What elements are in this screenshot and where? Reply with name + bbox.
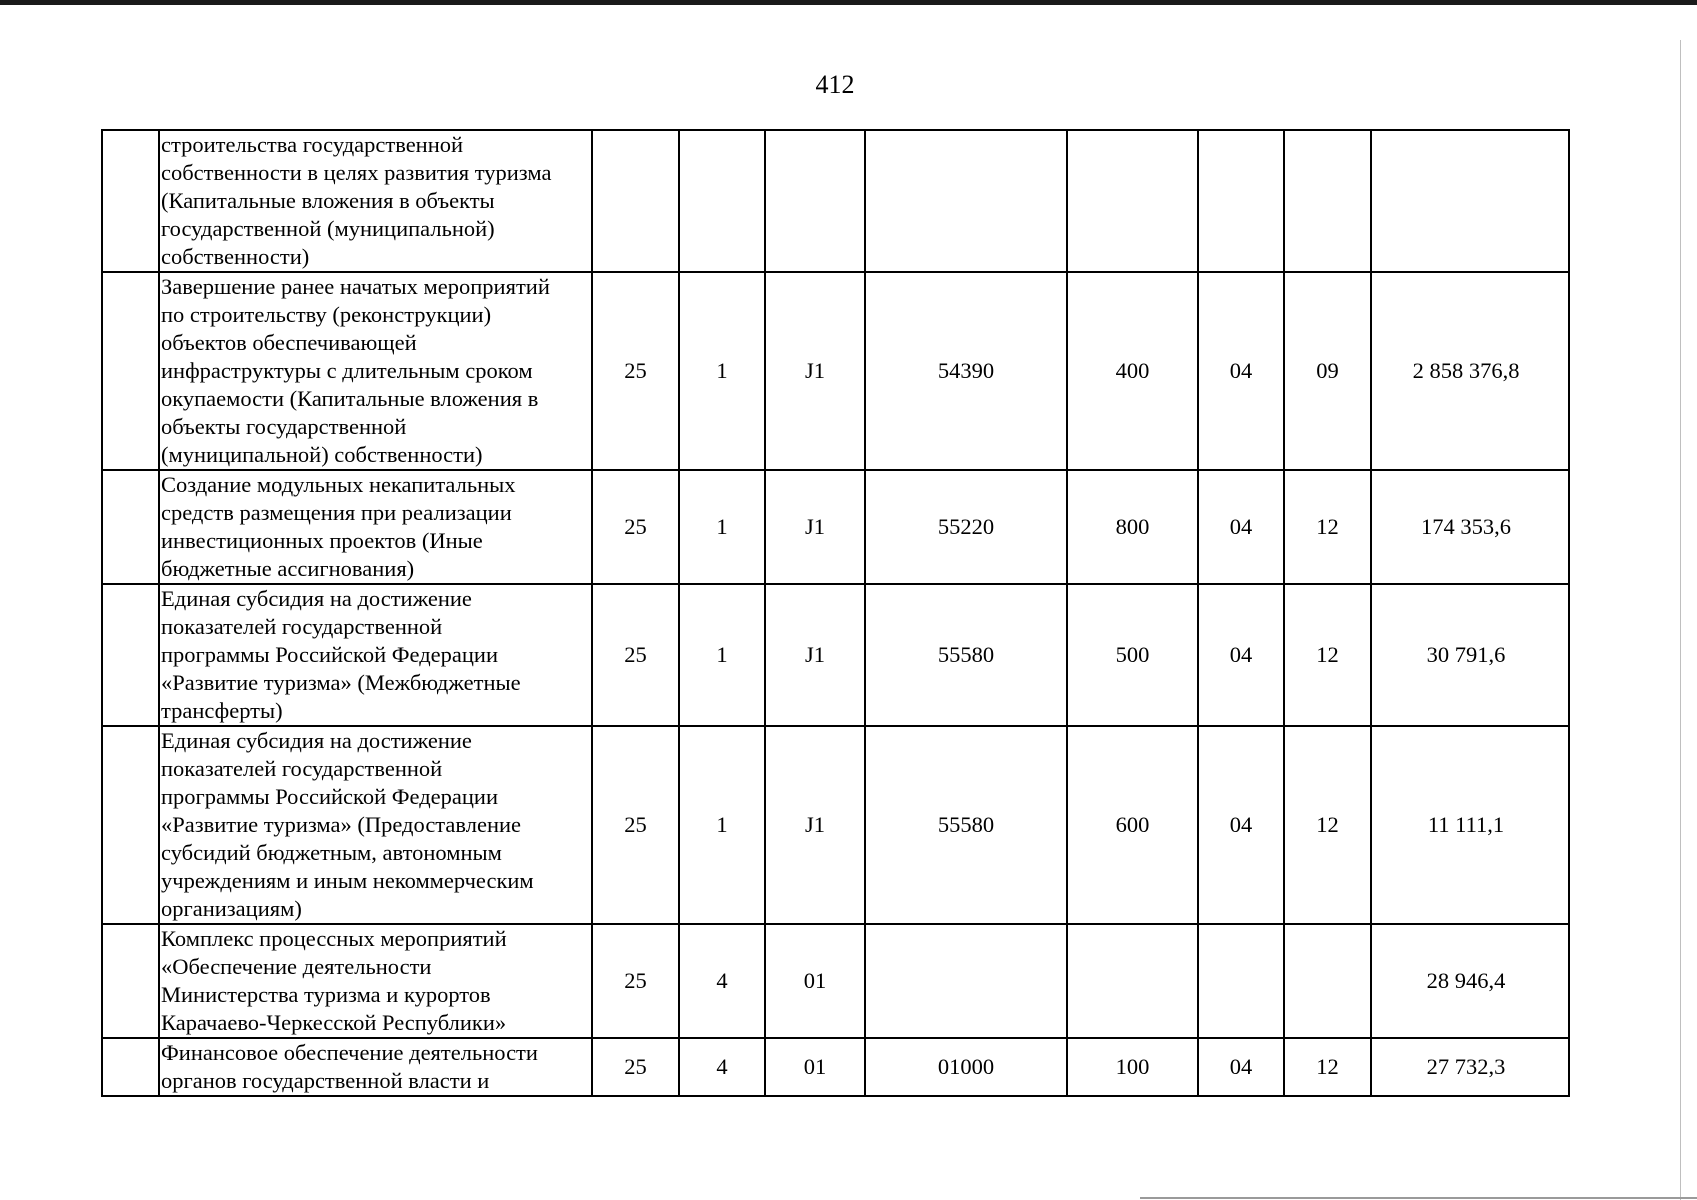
table-row xyxy=(102,726,1569,924)
code-cell: 1 xyxy=(679,726,765,924)
code-cell: 25 xyxy=(592,924,679,1038)
row-number-cell xyxy=(102,272,159,470)
code-cell: 600 xyxy=(1067,726,1198,924)
row-number-cell xyxy=(102,130,159,272)
code-cell xyxy=(1067,924,1198,1038)
code-cell: 800 xyxy=(1067,470,1198,584)
table-row xyxy=(102,130,1569,272)
table-row xyxy=(102,1038,1569,1096)
amount-cell: 11 111,1 xyxy=(1371,726,1569,924)
row-number-cell xyxy=(102,726,159,924)
item-name: Создание модульных некапитальных средств размещения при реализации инвестиционных проектов (Иные бюджетные ассигнования) xyxy=(159,470,592,584)
code-cell: 04 xyxy=(1198,584,1284,726)
code-cell: 25 xyxy=(592,584,679,726)
amount-cell: 28 946,4 xyxy=(1371,924,1569,1038)
code-cell: J1 xyxy=(765,584,865,726)
amount-cell: 27 732,3 xyxy=(1371,1038,1569,1096)
item-name: строительства государственной собственности в целях развития туризма (Капитальные вложения в объекты государственной (муниципальной) собственности) xyxy=(159,130,592,272)
code-cell: J1 xyxy=(765,470,865,584)
item-name: Комплекс процессных мероприятий «Обеспечение деятельности Министерства туризма и курортов Карачаево-Черкесской Республики» xyxy=(159,924,592,1038)
code-cell: 12 xyxy=(1284,470,1371,584)
code-cell xyxy=(865,924,1067,1038)
code-cell: 1 xyxy=(679,470,765,584)
code-cell: 500 xyxy=(1067,584,1198,726)
code-cell: J1 xyxy=(765,272,865,470)
item-name: Финансовое обеспечение деятельности органов государственной власти и xyxy=(159,1038,592,1096)
table-row xyxy=(102,584,1569,726)
item-name: Единая субсидия на достижение показателей государственной программы Российской Федерации «Развитие туризма» (Межбюджетные трансферты) xyxy=(159,584,592,726)
amount-cell: 30 791,6 xyxy=(1371,584,1569,726)
code-cell: 4 xyxy=(679,924,765,1038)
code-cell: 01 xyxy=(765,1038,865,1096)
table-row xyxy=(102,272,1569,470)
table-row xyxy=(102,924,1569,1038)
scan-edge-bottom xyxy=(1140,1197,1697,1199)
code-cell: 55580 xyxy=(865,726,1067,924)
code-cell: 1 xyxy=(679,272,765,470)
amount-cell: 2 858 376,8 xyxy=(1371,272,1569,470)
code-cell: 12 xyxy=(1284,726,1371,924)
code-cell: 01 xyxy=(765,924,865,1038)
code-cell: 25 xyxy=(592,1038,679,1096)
amount-cell: 174 353,6 xyxy=(1371,470,1569,584)
code-cell xyxy=(865,130,1067,272)
code-cell: 54390 xyxy=(865,272,1067,470)
code-cell xyxy=(679,130,765,272)
code-cell xyxy=(1198,924,1284,1038)
code-cell: 09 xyxy=(1284,272,1371,470)
code-cell xyxy=(765,130,865,272)
code-cell: 25 xyxy=(592,470,679,584)
row-number-cell xyxy=(102,584,159,726)
code-cell: 400 xyxy=(1067,272,1198,470)
code-cell: 4 xyxy=(679,1038,765,1096)
table-row xyxy=(102,470,1569,584)
budget-table xyxy=(101,129,1570,1097)
code-cell xyxy=(592,130,679,272)
code-cell: 12 xyxy=(1284,584,1371,726)
amount-cell xyxy=(1371,130,1569,272)
code-cell xyxy=(1284,924,1371,1038)
item-name: Завершение ранее начатых мероприятий по строительству (реконструкции) объектов обеспечивающей инфраструктуры с длительным сроком окупаемости (Капитальные вложения в объекты государственной (муниципальной) собственности) xyxy=(159,272,592,470)
item-name: Единая субсидия на достижение показателей государственной программы Российской Федерации «Развитие туризма» (Предоставление субсидий бюджетным, автономным учреждениям и иным некоммерческим организациям) xyxy=(159,726,592,924)
code-cell xyxy=(1284,130,1371,272)
code-cell: 25 xyxy=(592,726,679,924)
code-cell: 55220 xyxy=(865,470,1067,584)
code-cell: 04 xyxy=(1198,726,1284,924)
row-number-cell xyxy=(102,924,159,1038)
scan-edge-right xyxy=(1680,40,1681,1200)
code-cell: J1 xyxy=(765,726,865,924)
code-cell: 1 xyxy=(679,584,765,726)
code-cell xyxy=(1067,130,1198,272)
scan-edge-top xyxy=(0,0,1697,5)
code-cell: 04 xyxy=(1198,272,1284,470)
row-number-cell xyxy=(102,470,159,584)
code-cell xyxy=(1198,130,1284,272)
row-number-cell xyxy=(102,1038,159,1096)
code-cell: 04 xyxy=(1198,470,1284,584)
code-cell: 55580 xyxy=(865,584,1067,726)
code-cell: 01000 xyxy=(865,1038,1067,1096)
code-cell: 25 xyxy=(592,272,679,470)
code-cell: 04 xyxy=(1198,1038,1284,1096)
code-cell: 12 xyxy=(1284,1038,1371,1096)
page-number: 412 xyxy=(815,70,855,99)
code-cell: 100 xyxy=(1067,1038,1198,1096)
